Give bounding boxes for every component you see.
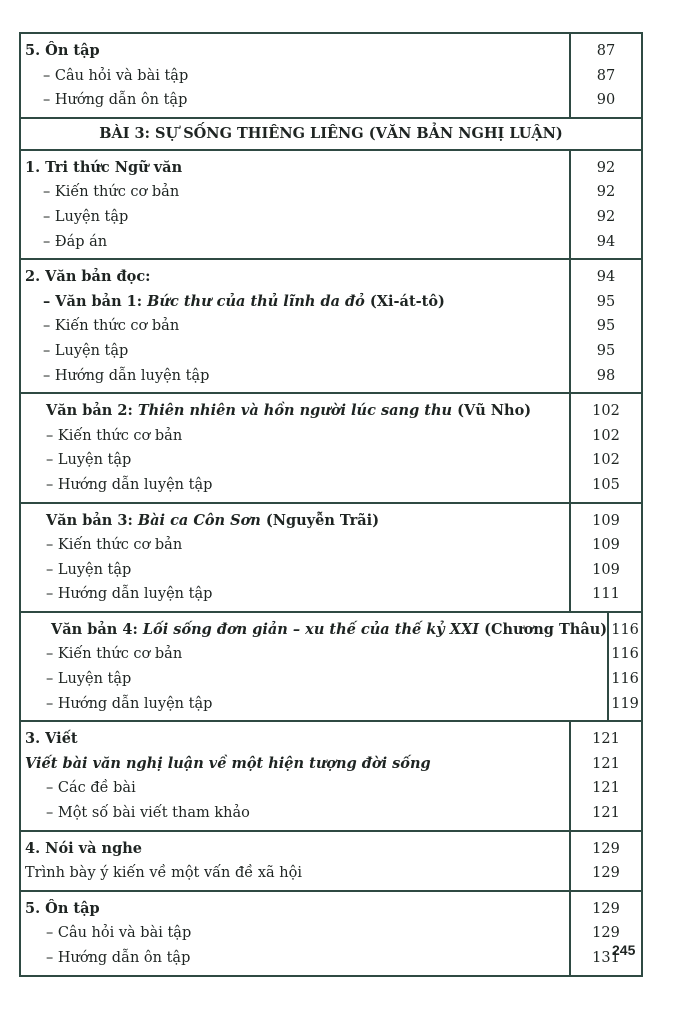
toc-entry-text: – Đáp án — [43, 233, 108, 250]
toc-section-pages — [569, 151, 641, 258]
toc-entry — [25, 897, 569, 922]
toc-entry — [25, 921, 569, 946]
toc-entry — [25, 399, 569, 424]
toc-entry-page: 116 — [611, 621, 639, 638]
toc-entry-page: 92 — [596, 184, 616, 201]
toc-entry — [25, 642, 607, 667]
toc-section — [21, 34, 641, 119]
toc-entry-page: 121 — [592, 755, 620, 772]
toc-entry — [25, 339, 569, 364]
toc-entry-page: 87 — [596, 67, 616, 84]
toc-section — [21, 394, 641, 503]
toc-entry-text: – Văn bản 1: — [43, 292, 148, 310]
toc-section-entries — [21, 832, 569, 890]
toc-entry-text: – Hướng dẫn luyện tập — [46, 476, 213, 493]
toc-entry-text: – Luyện tập — [43, 342, 129, 359]
toc-entry — [25, 64, 569, 89]
toc-entry — [25, 861, 569, 886]
toc-entry-text: – Các đề bài — [46, 780, 136, 797]
toc-entry-text: – Luyện tập — [46, 452, 132, 469]
toc-entry — [25, 290, 569, 315]
toc-entry-text: – Hướng dẫn ôn tập — [46, 950, 191, 966]
toc-section-entries — [21, 722, 569, 829]
toc-entry-text: Văn bản 4: — [51, 620, 143, 638]
toc-entry — [25, 180, 569, 205]
toc-entry-text: 4. Nói và nghe — [25, 839, 142, 857]
toc-entry-page: 94 — [596, 233, 616, 250]
toc-entry — [25, 692, 607, 717]
toc-section-pages — [569, 504, 641, 611]
toc-entry — [25, 946, 569, 971]
toc-entry — [25, 88, 569, 113]
toc-entry-text: – Một số bài viết tham khảo — [46, 805, 250, 822]
toc-entry — [25, 558, 569, 583]
toc-entry-page: 116 — [611, 671, 639, 688]
toc-entry-text: (Nguyễn Trãi) — [260, 511, 380, 529]
toc-entry — [25, 230, 569, 255]
toc-entry-page: 109 — [592, 537, 620, 554]
toc-entry-text: Văn bản 3: — [46, 511, 138, 529]
toc-entry-text: – Kiến thức cơ bản — [46, 646, 183, 663]
toc-entry — [25, 533, 569, 558]
toc-entry — [25, 364, 569, 389]
toc-entry-text: 3. Viết — [25, 730, 78, 748]
toc-entry-page: 121 — [592, 805, 620, 822]
toc-section-entries — [21, 394, 569, 501]
toc-section-pages — [569, 260, 641, 392]
toc-entry-text: Văn bản 2: — [46, 402, 138, 420]
toc-entry — [25, 667, 607, 692]
toc-entry-page: 102 — [592, 403, 620, 420]
toc-entry-text: – Kiến thức cơ bản — [46, 427, 183, 444]
toc-entry-page: 121 — [592, 780, 620, 797]
toc-section — [21, 504, 641, 613]
toc-entry-page: 102 — [592, 452, 620, 469]
toc-entry-text: – Hướng dẫn luyện tập — [46, 586, 213, 603]
toc-entry-text: (Chương Thâu) — [479, 620, 608, 638]
toc-entry-text: (Vũ Nho) — [452, 402, 532, 420]
toc-entry-text: Bức thư của thủ lĩnh da đỏ — [147, 292, 365, 310]
toc-entry — [25, 582, 569, 607]
toc-entry-page: 98 — [596, 367, 616, 384]
toc-section-pages — [569, 34, 641, 117]
toc-entry-text: Lối sống đơn giản – xu thế của thế kỷ XXI — [142, 620, 480, 638]
toc-entry — [25, 424, 569, 449]
toc-entry — [25, 473, 569, 498]
toc-section — [21, 151, 641, 260]
toc-entry-text: (Xi-át-tô) — [364, 292, 445, 310]
toc-entry — [25, 265, 569, 290]
toc-entry-page: 87 — [596, 43, 616, 59]
toc-section-pages — [569, 722, 641, 829]
lesson-banner: BÀI 3: SỰ SỐNG THIÊNG LIÊNG (VĂN BẢN NGHỊ LUẬN) — [21, 119, 641, 151]
toc-entry-page: 111 — [592, 586, 620, 603]
toc-entry-page: 105 — [592, 476, 620, 493]
table-of-contents — [19, 32, 643, 977]
toc-entry-page: 116 — [611, 646, 639, 663]
toc-entry-page: 94 — [596, 269, 616, 286]
toc-entry — [25, 752, 569, 777]
toc-entry-page: 131 — [592, 950, 620, 966]
toc-entry-text: – Luyện tập — [43, 208, 129, 225]
toc-entry-text: 2. Văn bản đọc: — [25, 268, 151, 286]
toc-section — [21, 832, 641, 892]
toc-entry — [25, 776, 569, 801]
page-number: 245 — [612, 942, 636, 958]
toc-entry-page: 95 — [596, 318, 616, 335]
toc-entry — [25, 314, 569, 339]
toc-section-pages — [569, 832, 641, 890]
toc-entry — [25, 205, 569, 230]
toc-entry — [25, 618, 607, 643]
toc-entry-page: 95 — [596, 293, 616, 310]
toc-entry-text: Thiên nhiên và hồn người lúc sang thu — [137, 402, 453, 420]
toc-entry-page: 129 — [592, 925, 620, 942]
toc-entry-page: 90 — [596, 92, 616, 109]
toc-entry — [25, 448, 569, 473]
toc-entry-text: – Luyện tập — [46, 671, 132, 688]
toc-entry-text: 1. Tri thức Ngữ văn — [25, 158, 183, 176]
toc-section-entries — [21, 613, 607, 720]
toc-entry — [25, 509, 569, 534]
toc-entry-page: 121 — [592, 731, 620, 748]
toc-entry-page: 92 — [596, 208, 616, 225]
toc-section-pages — [569, 394, 641, 501]
toc-entry-text: – Kiến thức cơ bản — [46, 537, 183, 554]
toc-section-pages — [569, 892, 641, 975]
toc-section-entries — [21, 151, 569, 258]
toc-entry-text: – Câu hỏi và bài tập — [46, 925, 192, 942]
toc-entry-text: – Luyện tập — [46, 561, 132, 578]
toc-entry-text: 5. Ôn tập — [25, 42, 100, 59]
toc-entry-page: 95 — [596, 342, 616, 359]
toc-entry-text: Trình bày ý kiến về một vấn đề xã hội — [25, 865, 302, 882]
toc-entry-text: – Câu hỏi và bài tập — [43, 67, 189, 84]
toc-entry — [25, 727, 569, 752]
toc-entry-page: 92 — [596, 159, 616, 176]
toc-entry-page: 129 — [592, 865, 620, 882]
toc-entry — [25, 39, 569, 64]
toc-entry-page: 102 — [592, 427, 620, 444]
toc-section-pages — [607, 613, 641, 720]
toc-entry-page: 129 — [592, 900, 620, 917]
toc-entry-text: Viết bài văn nghị luận về một hiện tượng đời sống — [25, 754, 431, 772]
toc-entry-page: 129 — [592, 840, 620, 857]
toc-entry — [25, 801, 569, 826]
toc-section-entries — [21, 892, 569, 975]
toc-section-entries — [21, 504, 569, 611]
toc-entry-text: – Hướng dẫn luyện tập — [43, 367, 210, 384]
toc-section — [21, 260, 641, 394]
toc-entry — [25, 837, 569, 862]
toc-entry-text: – Kiến thức cơ bản — [43, 184, 180, 201]
toc-entry-text: – Kiến thức cơ bản — [43, 318, 180, 335]
toc-section — [21, 613, 641, 722]
toc-entry-text: 5. Ôn tập — [25, 899, 100, 917]
toc-entry — [25, 156, 569, 181]
toc-entry-page: 109 — [592, 512, 620, 529]
toc-section-entries — [21, 260, 569, 392]
toc-section — [21, 892, 641, 975]
toc-entry-page: 119 — [611, 695, 639, 712]
toc-section — [21, 722, 641, 831]
toc-entry-text: – Hướng dẫn ôn tập — [43, 92, 188, 109]
toc-entry-text: – Hướng dẫn luyện tập — [46, 695, 213, 712]
toc-entry-page: 109 — [592, 561, 620, 578]
toc-section-entries — [21, 34, 569, 117]
toc-entry-text: Bài ca Côn Sơn — [137, 511, 261, 529]
